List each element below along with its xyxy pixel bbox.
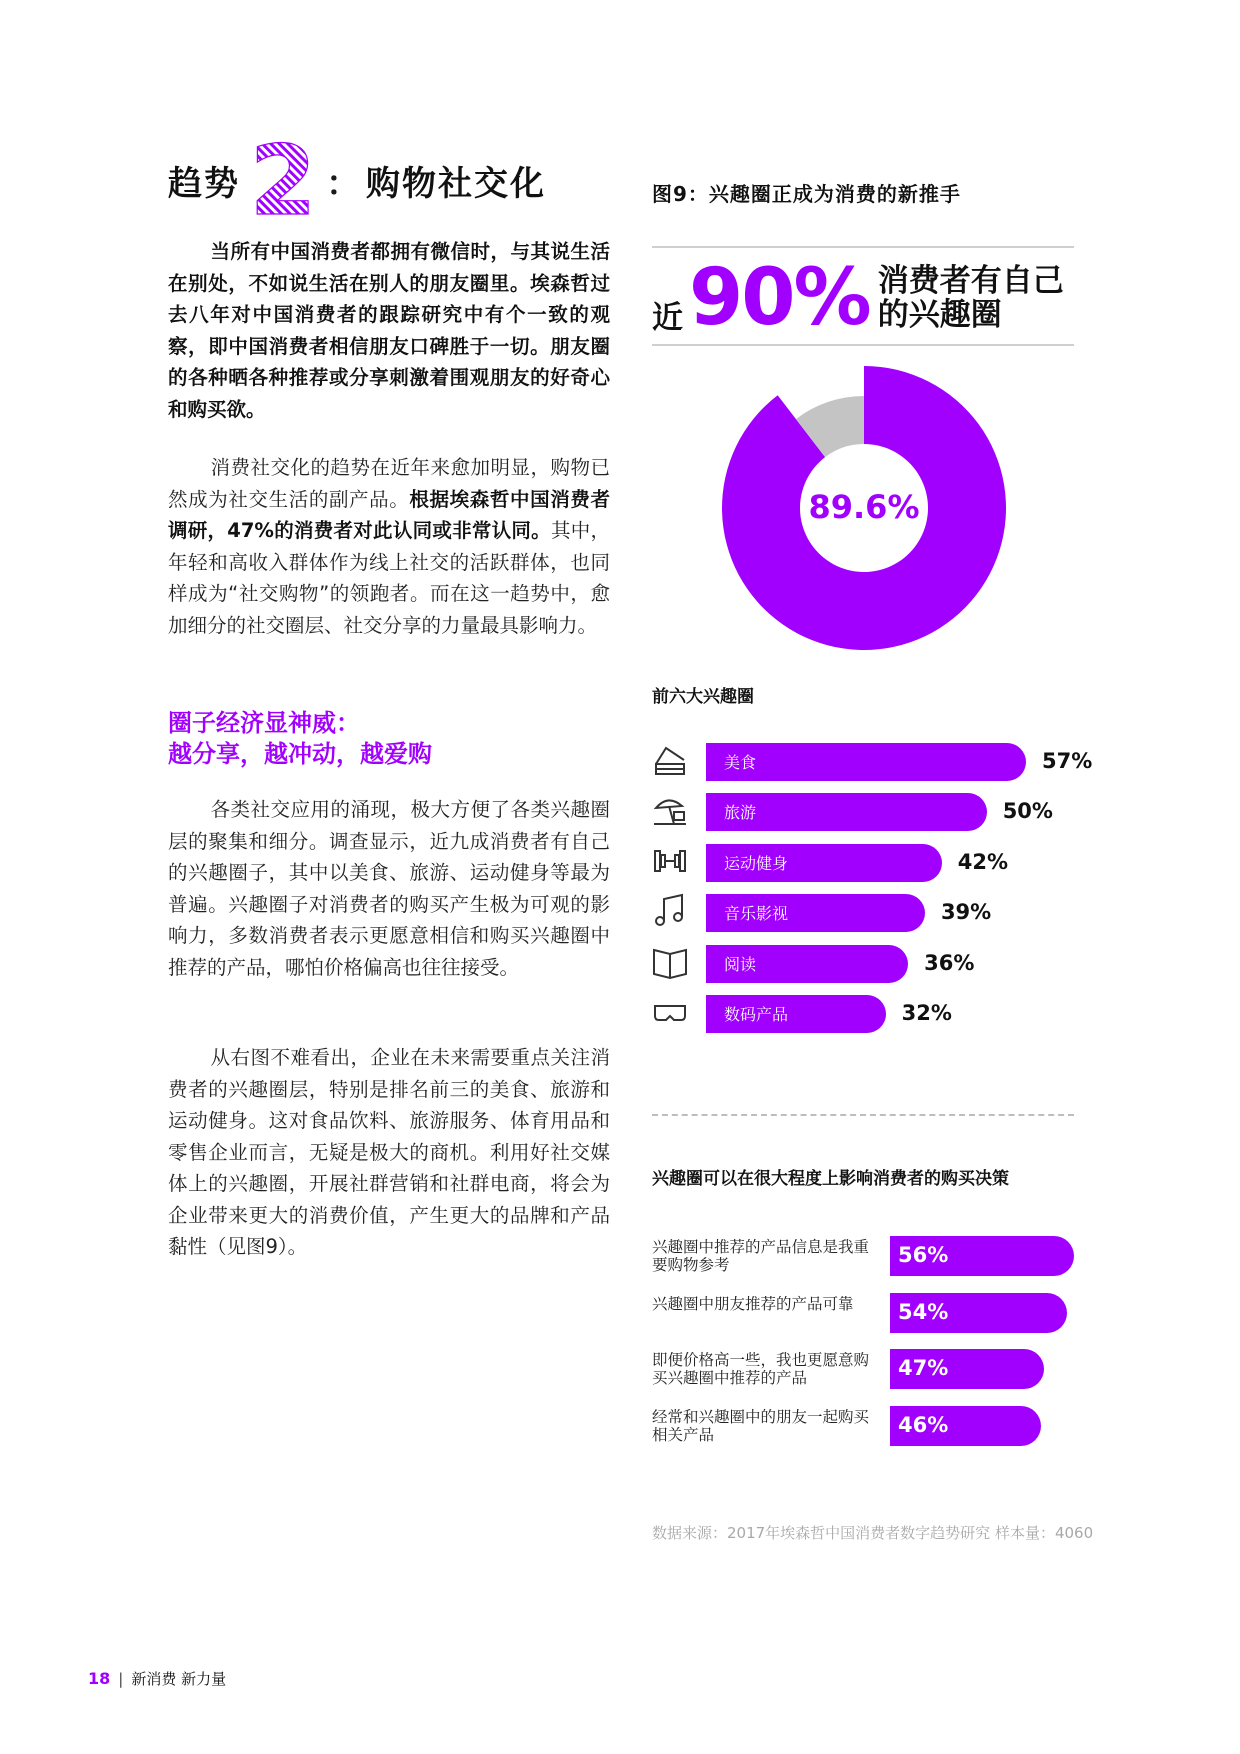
page-footer [88, 1668, 226, 1689]
cake-icon [652, 742, 688, 778]
trend-number: 2 [249, 140, 317, 220]
top6-value-label: 36% [924, 950, 975, 975]
influence-statement: 兴趣圈中朋友推荐的产品可靠 [652, 1294, 854, 1313]
figure-title: 图9：兴趣圈正成为消费的新推手 [652, 182, 961, 206]
top6-row [652, 742, 1102, 782]
influence-row [652, 1236, 1092, 1276]
top6-row [652, 994, 1102, 1034]
sub-heading [168, 708, 432, 770]
kpi-value: 90% [689, 253, 870, 343]
paragraph-4: 从右图不难看出，企业在未来需要重点关注消费者的兴趣圈层，特别是排名前三的美食、旅游和运动健身。这对食品饮料、旅游服务、体育用品和零售企业而言，无疑是极大的商机。利用好社交媒体上的兴趣圈，开展社群营销和社群电商，将会为企业带来更大的消费价值，产生更大的品牌和产品黏性（见图9）。 [168, 1046, 610, 1258]
paragraph-3: 各类社交应用的涌现，极大方便了各类兴趣圈层的聚集和细分。调查显示，近九成消费者有自己的兴趣圈子，其中以美食、旅游、运动健身等最为普遍。兴趣圈子对消费者的购买产生极为可观的影响力，多数消费者表示更愿意相信和购买兴趣圈中推荐的产品，哪怕价格偏高也往往接受。 [168, 798, 610, 979]
top6-row [652, 792, 1102, 832]
top6-bar-label: 旅游 [724, 803, 757, 823]
influence-value-label: 46% [898, 1412, 949, 1437]
p2-text-a: 消费社交化的趋势在近年来愈加明显，购物已然成为社交生活的副产品。 [168, 456, 610, 511]
kpi-headline [652, 253, 1064, 343]
dumbbell-icon [652, 843, 688, 879]
top6-bar-label: 音乐影视 [724, 904, 789, 924]
publication-name: 新消费 新力量 [131, 1670, 227, 1688]
influence-value-label: 56% [898, 1243, 949, 1267]
influence-value-label: 54% [898, 1299, 949, 1324]
influence-statement: 经常和兴趣圈中的朋友一起购买相关产品 [652, 1407, 870, 1444]
kpi-description: 消费者有自己 的兴趣圈 [877, 263, 1064, 333]
dashed-divider [652, 1114, 1074, 1116]
paragraph-2 [168, 452, 610, 641]
trend-number-graphic [248, 140, 318, 220]
top6-value-label: 42% [957, 849, 1009, 874]
influence-row [652, 1349, 1092, 1389]
donut-center-label: 89.6% [808, 488, 920, 526]
beach-umbrella-icon [652, 792, 688, 828]
influence-section-title: 兴趣圈可以在很大程度上影响消费者的购买决策 [652, 1169, 1009, 1189]
p2-text-bold: 根据埃森哲中国消费者调研，47%的消费者对此认同或非常认同。 [168, 487, 610, 542]
influence-statement: 即便价格高一些，我也更愿意购买兴趣圈中推荐的产品 [652, 1351, 870, 1387]
vr-goggles-icon [652, 994, 688, 1030]
top6-bar-label: 美食 [724, 753, 757, 772]
top6-row [652, 893, 1102, 933]
top6-value-label: 50% [1002, 799, 1053, 824]
sub-heading-line-2: 越分享，越冲动，越爱购 [168, 740, 432, 768]
influence-value-label: 47% [898, 1356, 949, 1380]
book-icon [652, 944, 688, 980]
top6-bar-label: 阅读 [724, 954, 757, 974]
top6-bar-label: 运动健身 [724, 853, 789, 873]
intro-paragraph: 当所有中国消费者都拥有微信时，与其说生活在别处，不如说生活在别人的朋友圈里。埃森哲过去八年对中国消费者的跟踪研究中有个一致的观察，即中国消费者相信朋友口碑胜于一切。朋友圈的各种晒各种推荐或分享刺激着围观朋友的好奇心和购买欲。 [168, 240, 610, 421]
trend-title-prefix: 趋势 [168, 163, 240, 204]
kpi-prefix: 近 [652, 299, 683, 336]
top6-value-label: 57% [1042, 749, 1093, 773]
top6-bar-label: 数码产品 [724, 1005, 789, 1024]
sub-heading-line-1: 圈子经济显神威： [168, 709, 360, 737]
trend-title-suffix: 购物社交化 [366, 163, 546, 204]
rule-bottom [652, 344, 1074, 346]
top6-row [652, 843, 1102, 883]
trend-title-colon: ： [326, 163, 360, 204]
footer-separator: | [118, 1669, 124, 1688]
data-source: 数据来源：2017年埃森哲中国消费者数字趋势研究 样本量：4060 [652, 1524, 1094, 1542]
top6-section-title: 前六大兴趣圈 [652, 687, 754, 707]
trend-title [168, 140, 546, 220]
top6-value-label: 39% [940, 900, 992, 925]
music-note-icon [652, 893, 688, 929]
influence-row [652, 1293, 1092, 1333]
top6-row [652, 944, 1102, 984]
influence-statement: 兴趣圈中推荐的产品信息是我重要购物参考 [652, 1238, 870, 1274]
page-number: 18 [88, 1669, 111, 1688]
rule-top [652, 246, 1074, 248]
p2-text-c: 其中，年轻和高收入群体作为线上社交的活跃群体，也同样成为“社交购物”的领跑者。而在这一趋势中，愈加细分的社交圈层、社交分享的力量最具影响力。 [168, 519, 610, 637]
top6-value-label: 32% [901, 1001, 952, 1025]
influence-row [652, 1406, 1092, 1446]
